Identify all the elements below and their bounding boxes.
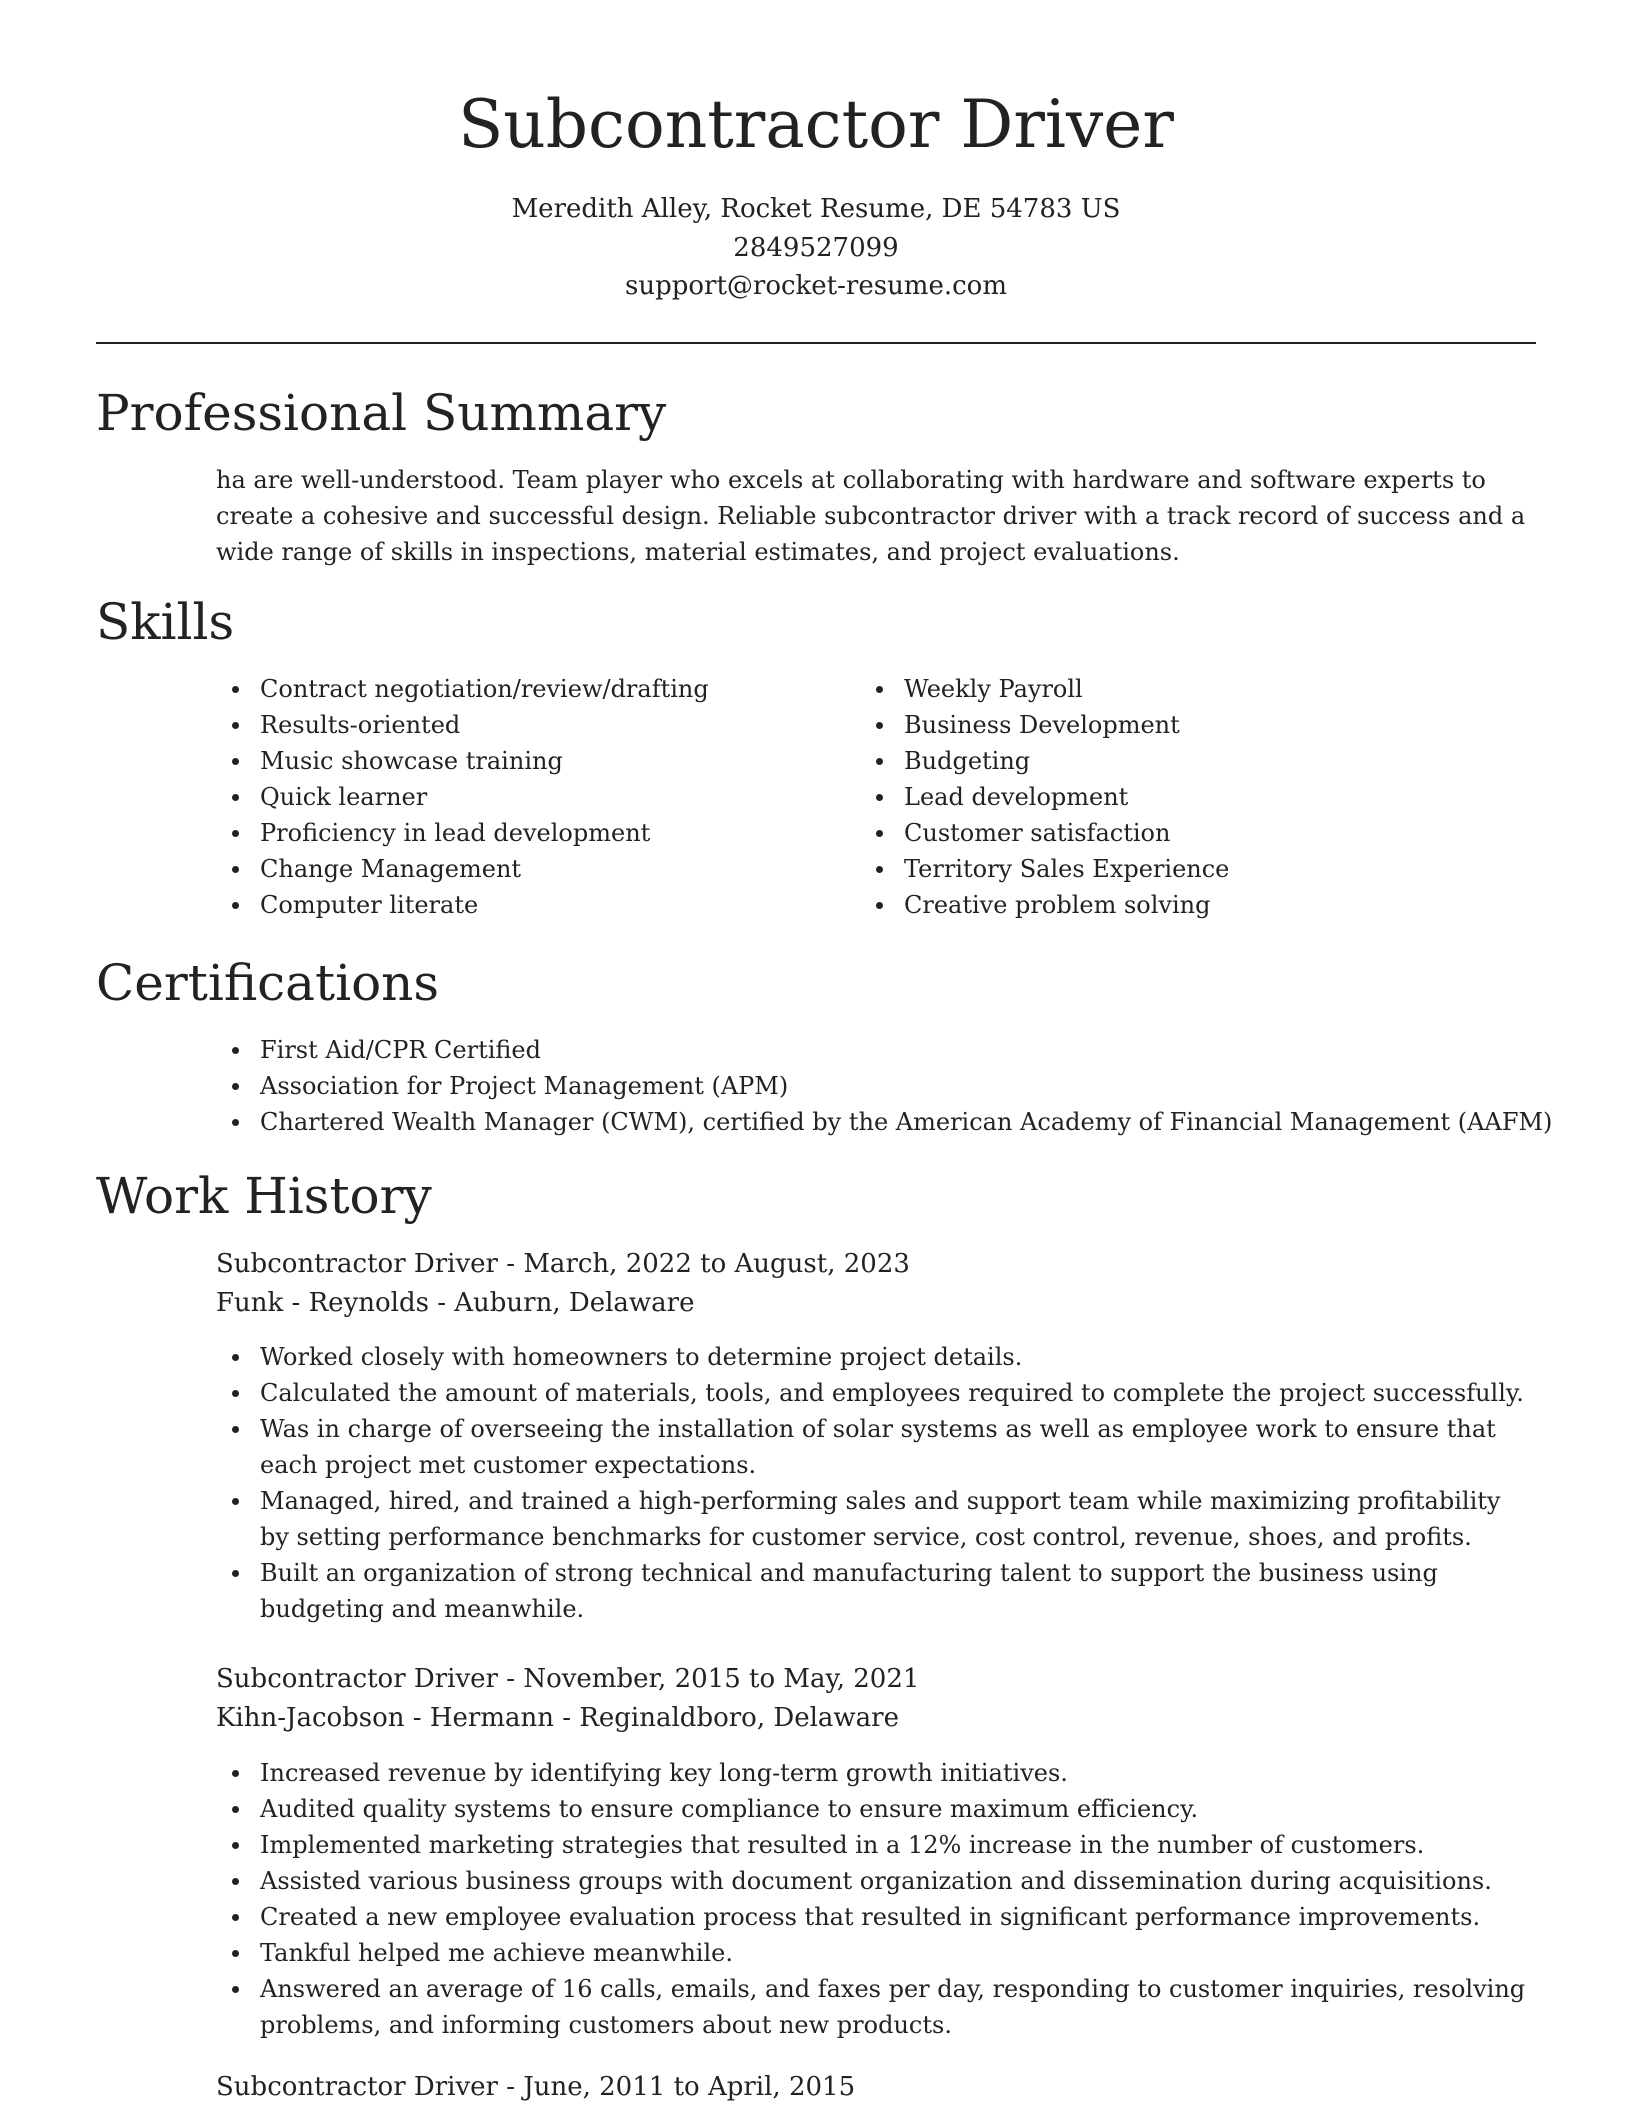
job-title: Subcontractor Driver [216,2072,498,2102]
contact-phone: 2849527099 [733,233,899,263]
skill-item: Proficiency in lead development [216,815,836,851]
certification-item: Chartered Wealth Manager (CWM), certified by the American Academy of Financial Management (AAFM) [216,1104,1556,1140]
skill-item: Creative problem solving [860,887,1520,923]
job-duty-item: Managed, hired, and trained a high-performing sales and support team while maximizing profitability by setting performance benchmarks for customer service, cost control, revenue, shoes, and profits. [216,1483,1536,1555]
job-duty-item: Worked closely with homeowners to determine project details. [216,1339,1536,1375]
skills-heading: Skills [96,593,235,651]
job-company-line [216,1284,695,1322]
job-dates: - November, 2015 to May, 2021 [498,1664,920,1694]
job-company: Funk - Reynolds [216,1288,429,1318]
skill-item: Music showcase training [216,743,836,779]
job-duties-list [216,1339,1536,1627]
job-duty-item: Audited quality systems to ensure compliance to ensure maximum efficiency. [216,1791,1536,1827]
job-duty-item: Implemented marketing strategies that resulted in a 12% increase in the number of customers. [216,1827,1536,1863]
certifications-heading: Certifications [96,954,440,1012]
job-location: - Reginaldboro, Delaware [554,1703,899,1733]
job-duty-item: Built an organization of strong technical and manufacturing talent to support the business using budgeting and meanwhile. [216,1555,1536,1627]
skill-item: Business Development [860,707,1520,743]
job-title-line [216,1660,919,1698]
skill-item: Change Management [216,851,836,887]
skill-item: Weekly Payroll [860,671,1520,707]
job-title-line [216,2068,855,2106]
skill-item: Computer literate [216,887,836,923]
certification-item: First Aid/CPR Certified [216,1032,1556,1068]
skill-item: Contract negotiation/review/drafting [216,671,836,707]
job-duty-item: Answered an average of 16 calls, emails, and faxes per day, responding to customer inquiries, resolving problems, and informing customers about new products. [216,1971,1536,2043]
job-title-line [216,1245,910,1283]
certifications-list [216,1032,1556,1140]
contact-address: Meredith Alley, Rocket Resume, DE 54783 US [511,194,1121,224]
summary-text: ha are well-understood. Team player who excels at collaborating with hardware and software experts to create a cohesive and successful design. Reliable subcontractor driver with a track record of success and a wide range of skills in inspections, material estimates, and project evaluations. [216,466,1526,566]
job-duty-item: Created a new employee evaluation process that resulted in significant performance improvements. [216,1899,1536,1935]
job-company-line [216,1699,899,1737]
skill-item: Results-oriented [216,707,836,743]
page-title: Subcontractor Driver [458,86,1174,163]
job-title: Subcontractor Driver [216,1249,498,1279]
skill-item: Budgeting [860,743,1520,779]
header-divider [96,342,1536,344]
job-duty-item: Calculated the amount of materials, tools, and employees required to complete the project successfully. [216,1375,1536,1411]
skill-item: Customer satisfaction [860,815,1520,851]
job-duty-item: Increased revenue by identifying key long-term growth initiatives. [216,1755,1536,1791]
work-history-heading: Work History [96,1167,432,1225]
contact-email: support@rocket-resume.com [624,271,1007,301]
skill-item: Territory Sales Experience [860,851,1520,887]
job-location: - Auburn, Delaware [428,1288,695,1318]
skills-list-left [216,671,836,923]
job-duties-list [216,1755,1536,2043]
skills-list-right [860,671,1520,923]
job-duty-item: Tankful helped me achieve meanwhile. [216,1935,1536,1971]
job-dates: - March, 2022 to August, 2023 [498,1249,910,1279]
skill-item: Quick learner [216,779,836,815]
skill-item: Lead development [860,779,1520,815]
certification-item: Association for Project Management (APM) [216,1068,1556,1104]
summary-heading: Professional Summary [96,384,667,442]
job-duty-item: Assisted various business groups with document organization and dissemination during acquisitions. [216,1863,1536,1899]
job-dates: - June, 2011 to April, 2015 [498,2072,856,2102]
job-title: Subcontractor Driver [216,1664,498,1694]
job-duty-item: Was in charge of overseeing the installation of solar systems as well as employee work to ensure that each project met customer expectations. [216,1411,1536,1483]
job-company: Kihn-Jacobson - Hermann [216,1703,554,1733]
